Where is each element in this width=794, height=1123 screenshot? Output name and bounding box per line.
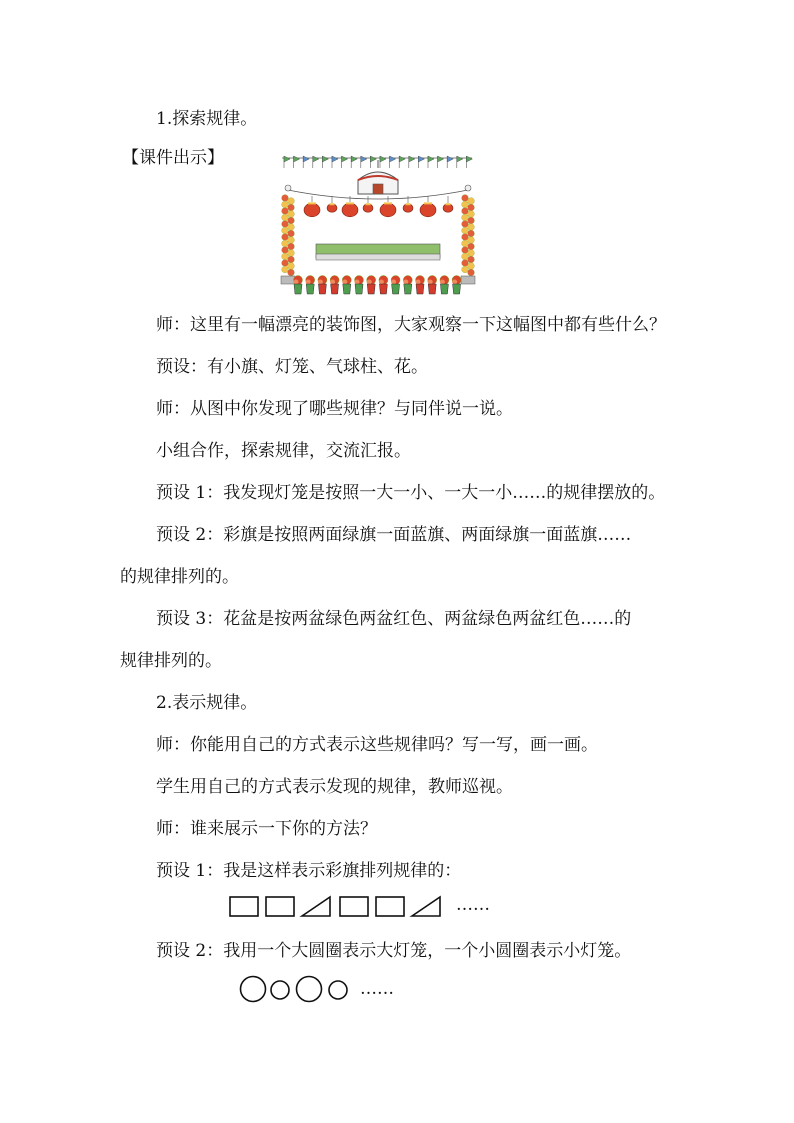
section2-line-5: 预设 2：我用一个大圆圈表示大灯笼，一个小圆圈表示小灯笼。 <box>156 941 632 961</box>
balloon-pillars <box>281 185 475 284</box>
courseware-label: 【课件出示】 <box>122 148 224 168</box>
dialogue-line-9: 规律排列的。 <box>120 651 222 671</box>
lantern-pattern-circles <box>238 974 354 1004</box>
dialogue-line-7: 的规律排列的。 <box>120 567 239 587</box>
yurt-icon <box>358 160 398 194</box>
shapes-ellipsis: …… <box>456 895 490 915</box>
flowerpots-row <box>294 276 462 295</box>
section2-line-3: 师：谁来展示一下你的方法？ <box>156 819 377 839</box>
dialogue-line-5: 预设 1：我发现灯笼是按照一大一小、一大一小……的规律摆放的。 <box>156 483 666 503</box>
section2-line-4: 预设 1：我是这样表示彩旗排列规律的： <box>156 861 462 881</box>
section2-line-2: 学生用自己的方式表示发现的规律，教师巡视。 <box>156 777 513 797</box>
fence-icon <box>316 244 440 260</box>
decoration-illustration <box>276 146 480 302</box>
dialogue-line-1: 师：这里有一幅漂亮的装饰图，大家观察一下这幅图中都有些什么？ <box>156 315 666 335</box>
circles-ellipsis: …… <box>360 979 394 999</box>
section2-heading: 2.表示规律。 <box>156 693 258 713</box>
section2-line-1: 师：你能用自己的方式表示这些规律吗？写一写，画一画。 <box>156 735 598 755</box>
section1-heading: 1.探索规律。 <box>156 109 258 129</box>
dialogue-line-4: 小组合作，探索规律，交流汇报。 <box>156 441 411 461</box>
dialogue-line-8: 预设 3：花盆是按两盆绿色两盆红色、两盆绿色两盆红色……的 <box>156 609 632 629</box>
dialogue-line-3: 师：从图中你发现了哪些规律？与同伴说一说。 <box>156 399 513 419</box>
dialogue-line-6: 预设 2：彩旗是按照两面绿旗一面蓝旗、两面绿旗一面蓝旗…… <box>156 525 632 545</box>
dialogue-line-2: 预设：有小旗、灯笼、气球柱、花。 <box>156 357 428 377</box>
flag-pattern-shapes <box>228 894 444 920</box>
